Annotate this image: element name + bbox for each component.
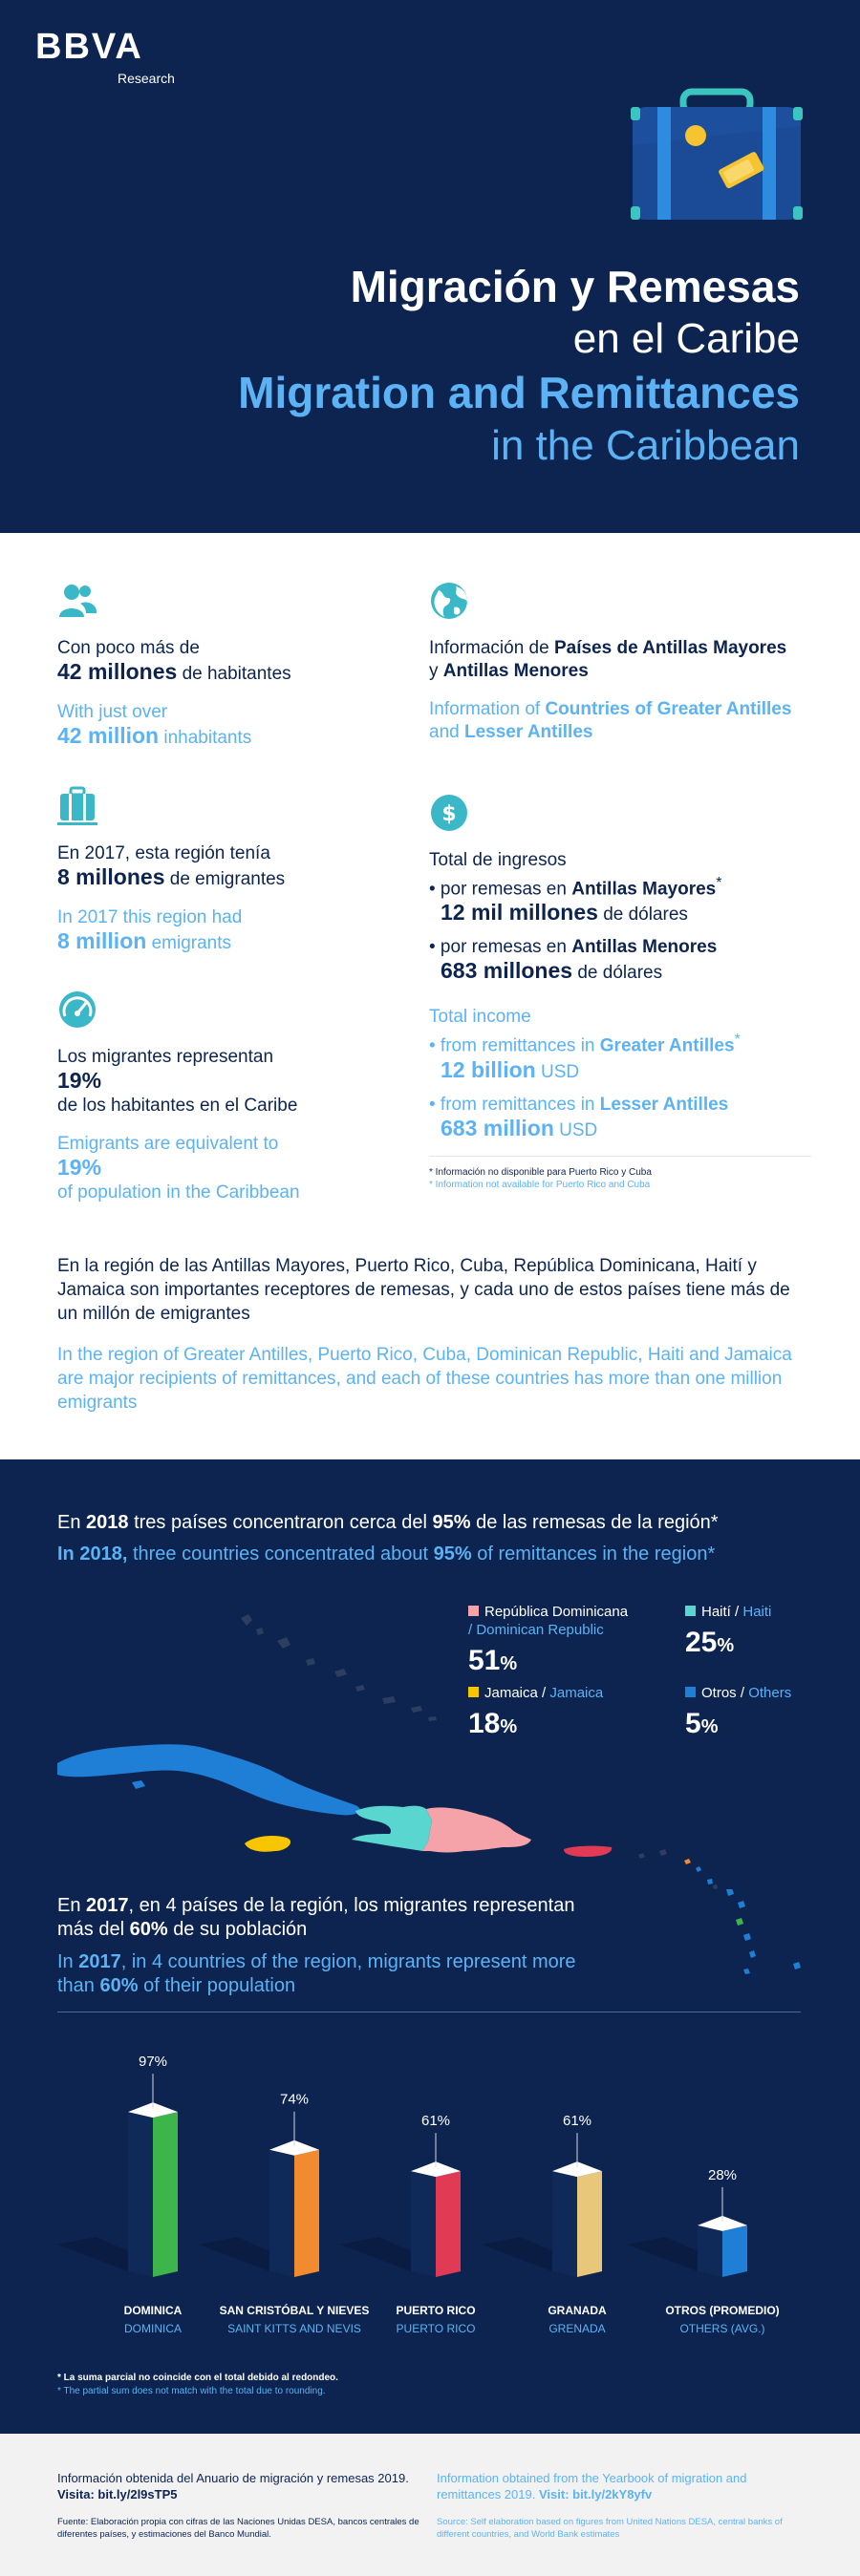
mig-en-pre: In	[57, 1951, 74, 1972]
antilles-paragraph	[57, 1254, 803, 1415]
income-es-title: Total de ingresos	[429, 850, 567, 870]
footer	[0, 2434, 860, 2576]
population-es-post: de habitantes	[182, 664, 291, 684]
legend-jamaica-es: Jamaica /	[484, 1685, 547, 1701]
legend-dr-value: 51	[468, 1645, 501, 1676]
mig-en-pct: 60%	[99, 1975, 139, 1996]
facts-section	[0, 533, 860, 1459]
income-en-b1-bold: Greater Antilles	[599, 1035, 735, 1056]
income-es-b2-big: 683 millones	[441, 958, 573, 984]
bar-category-label-en: OTHERS (AVG.)	[679, 2322, 765, 2335]
swatch-dominican-republic	[468, 1606, 479, 1616]
emigrants-en-pre: In 2017 this region had	[57, 907, 243, 927]
legend-dr-es: República Dominicana	[484, 1604, 629, 1620]
mig-es-mid: , en 4 países de la región, los migrantes representan más del	[57, 1895, 575, 1940]
mig-es-pct: 60%	[129, 1919, 168, 1940]
bbva-logo[interactable]	[35, 29, 175, 86]
income-en-title: Total income	[429, 1007, 531, 1028]
puerto-rico-shape	[564, 1846, 612, 1857]
share-fact	[57, 990, 420, 1204]
bar-4	[722, 2225, 747, 2277]
title-en-light: in the Caribbean	[491, 422, 800, 469]
rem-en-mid: three countries concentrated about	[132, 1543, 429, 1565]
mig-es-pre: En	[57, 1895, 81, 1916]
population-es-pre: Con poco más de	[57, 638, 200, 658]
title-es-light: en el Caribe	[572, 315, 800, 362]
migrants-headline-es	[57, 1894, 592, 1942]
bar-left-face	[411, 2171, 436, 2277]
paragraph-es: En la región de las Antillas Mayores, Puerto Rico, Cuba, República Dominicana, Haití y Jamaica son importantes receptores de remesas, y cada uno de estos países tiene más de un millón de emigrantes	[57, 1256, 790, 1324]
remittances-section	[0, 1459, 860, 2434]
share-es-post: de los habitantes en el Caribe	[57, 1096, 298, 1116]
bar-2	[436, 2171, 461, 2277]
luggage-icon	[57, 786, 97, 826]
bar-left-face	[698, 2225, 722, 2277]
share-en-pre: Emigrants are equivalent to	[57, 1134, 279, 1154]
bar-category-label: PUERTO RICO	[396, 2304, 476, 2317]
bar-value-label: 97%	[138, 2054, 168, 2071]
income-notes	[429, 1156, 811, 1191]
footer-en	[437, 2470, 800, 2541]
population-en-pre: With just over	[57, 702, 168, 722]
legend-others-es: Otros /	[701, 1685, 745, 1701]
info-es-pre: Información de	[429, 638, 549, 658]
rounding-note-en: * The partial sum does not match with the total due to rounding.	[57, 2386, 326, 2396]
legend-jamaica	[468, 1684, 678, 1740]
share-en-post: of population in the Caribbean	[57, 1182, 300, 1203]
bar-category-label: DOMINICA	[123, 2304, 183, 2317]
bar-category-label-en: SAINT KITTS AND NEVIS	[227, 2322, 361, 2335]
bar-1	[294, 2150, 319, 2277]
emigrants-es-pre: En 2017, esta región tenía	[57, 843, 270, 863]
population-es-big: 42 millones	[57, 659, 178, 684]
income-en-b1-star: *	[734, 1032, 741, 1049]
income-es-b1-post: de dólares	[603, 905, 688, 926]
rounding-note-es: * La suma parcial no coincide con el total debido al redondeo.	[57, 2373, 338, 2383]
bar-value-label: 61%	[562, 2113, 592, 2130]
svg-text:$: $	[441, 802, 457, 826]
bar-3	[577, 2171, 602, 2277]
income-es-b1-bold: Antillas Mayores	[571, 879, 717, 900]
jamaica-shape	[245, 1836, 290, 1852]
bar-category-label: OTROS (PROMEDIO)	[665, 2304, 780, 2317]
rounding-notes	[57, 2372, 338, 2398]
rem-es-year: 2018	[86, 1512, 129, 1533]
rem-es-pct: 95%	[432, 1512, 471, 1533]
emigrants-en-big: 8 million	[57, 928, 147, 953]
paragraph-en: In the region of Greater Antilles, Puerto Rico, Cuba, Dominican Republic, Haiti and Jamaica are major recipients of remittances, and each of these countries has more than one million emigrants	[57, 1345, 792, 1413]
rem-en-year: In 2018,	[57, 1543, 128, 1565]
footer-es-source: Fuente: Elaboración propia con cifras de las Naciones Unidas DESA, bancos centrales de diferentes países, y estimaciones del Banco Mundial.	[57, 2517, 419, 2540]
footer-es-main: Información obtenida del Anuario de migración y remesas 2019.	[57, 2471, 409, 2485]
rem-es-mid: tres países concentraron cerca del	[134, 1512, 427, 1533]
mig-es-year: 2017	[86, 1895, 129, 1916]
income-en-b2-bold: Lesser Antilles	[599, 1094, 729, 1115]
share-es-big: 19%	[57, 1068, 102, 1093]
share-es-pre: Los migrantes representan	[57, 1047, 274, 1067]
haiti-shape	[352, 1806, 432, 1851]
swatch-jamaica	[468, 1687, 479, 1697]
brand-name: BBVA	[35, 27, 143, 67]
legend-others-en: Others	[748, 1685, 792, 1701]
legend-others-value: 5	[685, 1708, 701, 1739]
rem-en-post: of remittances in the region*	[477, 1543, 716, 1565]
page-title	[238, 260, 800, 472]
dollar-icon	[429, 793, 469, 833]
income-en-b1-post: USD	[540, 1061, 580, 1082]
rem-es-post: de las remesas de la región*	[476, 1512, 719, 1533]
info-fact	[429, 581, 792, 744]
income-es-b1-big: 12 mil millones	[441, 900, 598, 926]
info-en-pre: Information of	[429, 699, 541, 719]
mig-en-post: of their population	[143, 1975, 296, 1996]
legend-jamaica-pct: %	[500, 1716, 518, 1737]
bar-category-label: GRANADA	[548, 2304, 607, 2317]
migrants-headline-en	[57, 1950, 592, 1998]
bar-category-label-en: PUERTO RICO	[396, 2322, 476, 2335]
legend-haiti-es: Haití /	[701, 1604, 740, 1620]
income-en-b2-pre: • from remittances in	[429, 1094, 595, 1115]
share-en-big: 19%	[57, 1155, 102, 1180]
emigrants-es-post: de emigrantes	[169, 869, 286, 889]
bar-left-face	[128, 2112, 153, 2277]
legend-jamaica-en: Jamaica	[549, 1685, 604, 1701]
swatch-haiti	[685, 1606, 696, 1616]
bar-value-label: 74%	[279, 2091, 310, 2108]
income-en-b2-big: 683 million	[441, 1115, 554, 1140]
income-es-b1-pre: • por remesas en	[429, 879, 567, 900]
legend-dominican-republic	[468, 1603, 678, 1677]
brand-subtitle: Research	[118, 71, 175, 86]
info-en-mid: and	[429, 722, 460, 742]
population-en-big: 42 million	[57, 723, 160, 748]
header-banner	[0, 0, 860, 533]
dominican-republic-shape	[422, 1807, 531, 1852]
info-es-b2: Antillas Menores	[442, 661, 589, 681]
title-en-bold: Migration and Remittances	[238, 368, 800, 417]
legend-dr-en: / Dominican Republic	[468, 1622, 604, 1638]
emigrants-en-post: emigrants	[151, 933, 231, 953]
bar-category-label-en: GRENADA	[548, 2322, 606, 2335]
footer-en-main: Information obtained from the Yearbook of migration and remittances 2019.	[437, 2471, 747, 2501]
people-icon	[57, 581, 97, 621]
cuba-shape	[57, 1744, 360, 1815]
footer-es	[57, 2470, 430, 2541]
mig-en-mid: , in 4 countries of the region, migrants represent more than	[57, 1951, 576, 1996]
income-note-es: * Información no disponible para Puerto Rico y Cuba	[429, 1166, 652, 1178]
title-es-bold: Migración y Remesas	[350, 262, 800, 311]
bar-category-label: SAN CRISTÓBAL Y NIEVES	[219, 2304, 370, 2317]
bar-category-label-en: DOMINICA	[124, 2322, 182, 2335]
bar-value-label: 61%	[420, 2113, 451, 2130]
migrants-bar-chart	[0, 2023, 860, 2367]
bar-left-face	[269, 2150, 294, 2277]
swatch-others	[685, 1687, 696, 1697]
legend-jamaica-value: 18	[468, 1708, 501, 1739]
footer-en-link[interactable]: Visit: bit.ly/2kY8yfv	[538, 2487, 653, 2501]
info-es-mid: y	[429, 661, 439, 681]
legend-haiti	[685, 1603, 860, 1659]
income-fact	[429, 793, 811, 1191]
mig-es-post: de su población	[173, 1919, 308, 1940]
income-note-en: * Information not available for Puerto Rico and Cuba	[429, 1179, 651, 1190]
remittances-headline-en	[57, 1543, 715, 1565]
suitcase-icon	[631, 88, 803, 222]
bar-0	[153, 2112, 178, 2277]
emigrants-es-big: 8 millones	[57, 864, 165, 889]
rem-en-pct: 95%	[433, 1543, 472, 1565]
income-es-b2-bold: Antillas Menores	[571, 937, 718, 958]
legend-haiti-en: Haiti	[742, 1604, 772, 1620]
legend-haiti-value: 25	[685, 1627, 718, 1658]
population-fact	[57, 581, 420, 750]
gauge-icon	[57, 990, 97, 1030]
footer-en-source: Source: Self elaboration based on figures from United Nations DESA, central banks of different countries, and World Bank estimates	[437, 2517, 783, 2540]
income-en-b1-big: 12 billion	[441, 1056, 536, 1082]
income-en-b2-post: USD	[559, 1119, 598, 1140]
income-es-b2-post: de dólares	[577, 963, 663, 984]
legend-haiti-pct: %	[717, 1635, 735, 1656]
bar-left-face	[552, 2171, 577, 2277]
income-en-b1-pre: • from remittances in	[429, 1035, 595, 1056]
globe-icon	[429, 581, 469, 621]
footer-es-link[interactable]: Visita: bit.ly/2l9sTP5	[57, 2487, 178, 2501]
remittances-headline-es	[57, 1512, 719, 1534]
mig-en-year: 2017	[78, 1951, 121, 1972]
emigrants-fact	[57, 786, 420, 955]
bar-value-label: 28%	[707, 2166, 738, 2183]
population-en-post: inhabitants	[163, 728, 252, 748]
income-es-b2-pre: • por remesas en	[429, 937, 567, 958]
info-en-b1: Countries of Greater Antilles	[545, 699, 792, 719]
income-es-b1-star: *	[716, 875, 722, 891]
rem-es-pre: En	[57, 1512, 81, 1533]
info-es-b1: Países de Antillas Mayores	[553, 638, 787, 658]
legend-others-pct: %	[700, 1716, 719, 1737]
legend-dr-pct: %	[500, 1653, 518, 1674]
info-en-b2: Lesser Antilles	[463, 722, 593, 742]
legend-others	[685, 1684, 860, 1740]
